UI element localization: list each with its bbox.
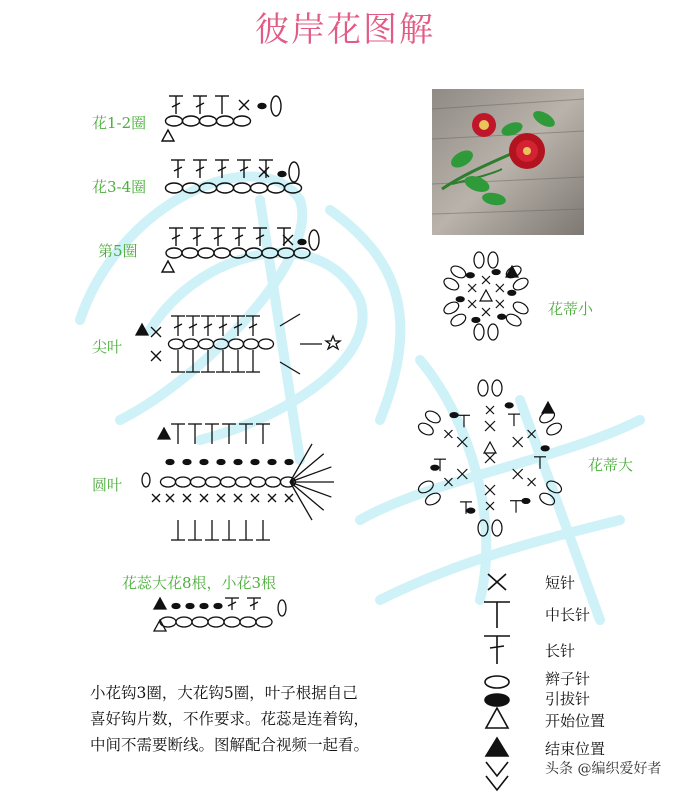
instruction-notes xyxy=(90,680,425,758)
chain-stitch xyxy=(289,162,299,182)
label-large-calyx: 花蒂大 xyxy=(588,456,634,474)
slip-stitch xyxy=(472,317,480,322)
double-v-icon xyxy=(486,762,508,790)
chain-stitch xyxy=(208,617,224,627)
chain-stitch xyxy=(184,339,199,349)
slip-stitch xyxy=(466,273,474,278)
slip-stitch xyxy=(498,314,506,319)
fan-stitch xyxy=(290,482,312,520)
t-icon xyxy=(484,602,510,628)
legend-label: 中长针 xyxy=(545,606,591,624)
chain-stitch xyxy=(244,339,259,349)
chain-stitch xyxy=(182,248,198,258)
x-icon xyxy=(488,574,506,590)
start-marker xyxy=(480,290,492,301)
label-round-5: 第5圈 xyxy=(98,242,138,260)
chain-stitch xyxy=(166,248,182,258)
note-line: 小花钩3圈，大花钩5圈，叶子根据自己 xyxy=(90,684,358,702)
chain-stitch xyxy=(224,617,240,627)
chain-petal xyxy=(474,252,484,268)
chain-stitch xyxy=(240,617,256,627)
label-round-3-4: 花3-4圈 xyxy=(92,178,147,196)
chain-stitch xyxy=(166,183,183,193)
slip-stitch xyxy=(268,460,276,465)
oval-outline-icon xyxy=(485,676,509,688)
end-marker xyxy=(154,598,166,609)
slip-stitch xyxy=(258,104,266,109)
chain-stitch xyxy=(217,116,234,126)
slip-stitch xyxy=(217,460,225,465)
slip-stitch xyxy=(183,460,191,465)
chain-petal xyxy=(442,300,461,317)
chain-stitch xyxy=(176,477,191,487)
slip-stitch xyxy=(450,413,458,418)
chain-stitch xyxy=(259,339,274,349)
start-marker xyxy=(162,261,174,272)
chain-petal xyxy=(488,252,498,268)
slip-stitch xyxy=(508,290,516,295)
page-title: 彼岸花图解 xyxy=(255,10,435,50)
triangle-outline-icon xyxy=(486,708,508,728)
chain-stitch xyxy=(199,339,214,349)
chain-petal xyxy=(423,409,442,426)
legend-label: 辫子针 xyxy=(545,670,591,688)
flower-photo xyxy=(432,89,584,235)
label-round-leaf: 圆叶 xyxy=(92,476,123,494)
chain-stitch xyxy=(198,248,214,258)
chain-petal xyxy=(449,264,468,281)
chain-stitch xyxy=(221,477,236,487)
legend-symbols xyxy=(484,574,510,790)
note-line: 喜好钩片数，不作要求。花蕊是连着钩， xyxy=(90,710,370,728)
oval-filled-icon xyxy=(485,694,509,706)
label-small-calyx: 花蒂小 xyxy=(548,300,594,318)
label-stamen: 花蕊大花8根，小花3根 xyxy=(122,574,277,592)
fan-stitch xyxy=(290,482,324,510)
chain-stitch xyxy=(200,116,217,126)
legend-label: 长针 xyxy=(545,642,576,660)
slip-stitch xyxy=(431,465,439,470)
round-leaf-diagram xyxy=(142,424,334,540)
start-marker xyxy=(162,130,174,141)
slip-stitch xyxy=(456,297,464,302)
chain-stitch xyxy=(251,183,268,193)
chain-petal xyxy=(492,520,502,536)
slip-stitch xyxy=(251,460,259,465)
slip-stitch xyxy=(200,604,208,609)
watermark-text: 头条 @编织爱好者 xyxy=(545,761,662,777)
legend-label: 引拔针 xyxy=(545,690,591,708)
chain-stitch xyxy=(169,339,184,349)
chain-petal xyxy=(511,276,530,293)
slip-stitch xyxy=(467,508,475,513)
chain-stitch xyxy=(191,477,206,487)
chain-stitch xyxy=(271,96,281,116)
legend-label: 开始位置 xyxy=(545,712,606,730)
star-marker xyxy=(326,336,340,349)
chain-petal xyxy=(449,312,468,329)
chain-stitch xyxy=(251,477,266,487)
chain-petal xyxy=(504,312,523,329)
chain-stitch xyxy=(214,248,230,258)
label-pointed-leaf: 尖叶 xyxy=(92,338,123,356)
end-marker xyxy=(542,402,554,413)
fan-stitch xyxy=(290,467,331,482)
chain-stitch xyxy=(183,116,200,126)
chain-petal xyxy=(545,421,564,438)
chain-stitch xyxy=(229,339,244,349)
chain-petal xyxy=(478,380,488,396)
chain-petal xyxy=(511,300,530,317)
stamen-diagram xyxy=(154,598,286,631)
chain-petal xyxy=(488,324,498,340)
slip-stitch xyxy=(200,460,208,465)
slip-stitch xyxy=(492,270,500,275)
chain-petal xyxy=(416,421,435,438)
watermark-calligraphy xyxy=(80,176,640,620)
slip-stitch xyxy=(505,403,513,408)
chain-stitch xyxy=(309,230,319,250)
slip-stitch xyxy=(172,604,180,609)
small-calyx-diagram xyxy=(442,252,530,340)
slip-stitch xyxy=(541,446,549,451)
chain-stitch xyxy=(278,600,286,616)
chain-stitch xyxy=(266,477,281,487)
chain-petal xyxy=(474,324,484,340)
chain-stitch xyxy=(234,183,251,193)
legend-label: 结束位置 xyxy=(545,740,606,758)
slip-stitch xyxy=(234,460,242,465)
slip-stitch xyxy=(298,240,306,245)
row-round-1-2 xyxy=(162,96,281,141)
chain-stitch xyxy=(206,477,221,487)
note-line: 中间不需要断线。图解配合视频一起看。 xyxy=(90,736,370,754)
chain-stitch xyxy=(192,617,208,627)
fan-stitch xyxy=(290,482,331,497)
legend-label: 短针 xyxy=(545,574,576,592)
end-marker xyxy=(158,428,170,439)
chain-stitch xyxy=(234,116,251,126)
slip-stitch xyxy=(278,172,286,177)
chain-stitch xyxy=(236,477,251,487)
slip-stitch xyxy=(522,498,530,503)
slip-stitch xyxy=(186,604,194,609)
chain-petal xyxy=(492,380,502,396)
chain-stitch xyxy=(161,477,176,487)
chain-stitch xyxy=(256,617,272,627)
slip-stitch xyxy=(285,460,293,465)
pointed-leaf-diagram xyxy=(136,314,340,374)
start-marker xyxy=(484,442,496,453)
label-round-1-2: 花1-2圈 xyxy=(92,114,147,132)
chain-stitch xyxy=(166,116,183,126)
slip-stitch xyxy=(214,604,222,609)
slip-stitch xyxy=(166,460,174,465)
chain-stitch xyxy=(142,473,150,487)
chain-petal xyxy=(442,276,461,293)
t-cross-icon xyxy=(484,636,510,664)
triangle-filled-icon xyxy=(486,738,508,756)
chain-stitch xyxy=(176,617,192,627)
